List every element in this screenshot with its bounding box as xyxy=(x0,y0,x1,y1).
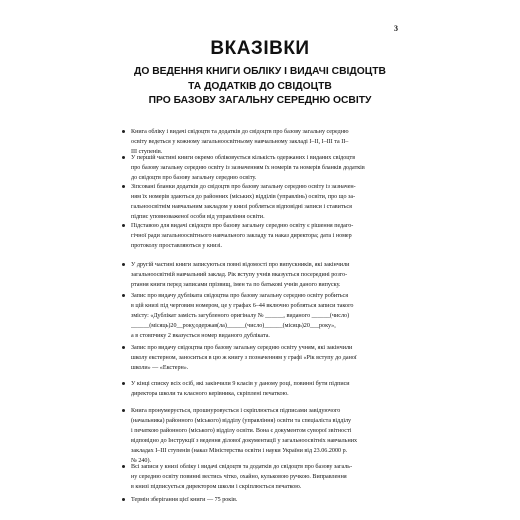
bullet-icon xyxy=(122,382,125,385)
instruction-line: загальноосвітній навчальний заклад. Рік вступу учнів вказується посередині розго- xyxy=(131,271,348,278)
document-subtitle xyxy=(0,65,520,109)
subtitle-line: ПРО БАЗОВУ ЗАГАЛЬНУ СЕРЕДНЮ ОСВІТУ xyxy=(148,95,372,106)
instruction-line: ІІІ ступенів. xyxy=(131,148,163,155)
instruction-line: Запис про видачу свідоцтва про базову загальну середню освіту учням, які закінчили xyxy=(131,345,353,351)
instruction-text xyxy=(131,154,413,184)
instruction-text xyxy=(131,344,413,374)
instruction-line: У кінці списку всіх осіб, які закінчили 9 класів у даному році, повинні бути підписи xyxy=(131,381,350,387)
subtitle-line: ТА ДОДАТКІВ ДО СВІДОЦТВ xyxy=(188,80,332,92)
instruction-line: гальноосвітнім навчальним закладом у книзі робляться відповідні записи і ставиться xyxy=(131,203,352,210)
bullet-icon xyxy=(122,498,125,501)
instruction-line: Термін зберігання цієї книги — 75 років. xyxy=(131,497,238,503)
bullet-icon xyxy=(122,130,125,133)
instruction-line: У другій частині книги записуються повні відомості про випускників, які закінчили xyxy=(131,262,350,268)
instruction-line: протоколу проставляються у книзі. xyxy=(131,242,223,249)
instruction-text xyxy=(131,292,413,342)
bullet-icon xyxy=(122,409,125,412)
instruction-line: закладах І–ІІІ ступенів (наказ Міністерства освіти і науки України від 23.06.2000 р. xyxy=(131,447,348,454)
instruction-line: ______(місяць)20__року,одержав(ла)______(число)______(місяць)20___року», xyxy=(131,322,336,329)
instruction-line: в цій книзі під черговим номером, це у графах 6–44 включно робляться записи такого xyxy=(131,302,354,309)
instruction-line: ну середню освіту повинні вестись чітко, охайно, кульковою ручкою. Виправлення xyxy=(131,473,347,480)
instruction-line: підпис уповноваженої особи від управління освіти. xyxy=(131,213,265,220)
bullet-icon xyxy=(122,294,125,297)
instruction-line: до свідоцтв про базову загальну середню освіту. xyxy=(131,174,257,181)
instruction-line: гічної ради загальноосвітнього навчального закладу та наказ директора; дата і номер xyxy=(131,232,352,239)
instruction-line: У першій частині книги окремо обліковується кількість одержаних і виданих свідоцтв xyxy=(131,155,356,161)
bullet-icon xyxy=(122,465,125,468)
instruction-line: а в стовпчику 2 вказується номер виданого дубліката. xyxy=(131,332,270,339)
bullet-icon xyxy=(122,346,125,349)
instruction-line: Запис про видачу дублікатa свідоцтва про базову загальну середню освіту робиться xyxy=(131,293,349,299)
instruction-text xyxy=(131,407,413,466)
instruction-text xyxy=(131,183,413,223)
bullet-icon xyxy=(122,185,125,188)
page-number: 3 xyxy=(394,24,398,33)
instruction-line: ням їх номерів здаються до районних (міських) відділів (управлінь) освіти, про що за- xyxy=(131,193,356,200)
instruction-line: змісту: «Дублікат замість загубленого оригіналу № ______, виданого ______(число) xyxy=(131,312,350,319)
instruction-line: відповідно до Інструкції з ведення ділової документації у загальноосвітніх навчальних xyxy=(131,437,358,444)
instruction-line: в книзі підписується директором школи і скріплюється печаткою. xyxy=(131,483,302,490)
instruction-line: школи» — «Екстерн». xyxy=(131,364,189,371)
bullet-icon xyxy=(122,224,125,227)
bullet-icon xyxy=(122,156,125,159)
instruction-line: Зіпсовані бланки додатків до свідоцтв про базову загальну середню освіту із зазначен- xyxy=(131,184,356,190)
instruction-line: і печаткою районного (міського) відділу освіти. Вона є документом суворої звітності xyxy=(131,427,352,434)
instruction-line: Підставою для видачі свідоцтв про базову загальну середню освіту є рішення педаго- xyxy=(131,223,354,229)
instruction-line: школу екстерном, заноситься в цю ж книгу з позначенням у графі «Рік вступу до даної xyxy=(131,354,357,361)
instruction-text xyxy=(131,380,413,400)
instruction-line: (начальника) районного (міського) відділу (управління) освіти та спеціаліста відділу xyxy=(131,417,352,424)
subtitle-line: ДО ВЕДЕННЯ КНИГИ ОБЛІКУ І ВИДАЧІ СВІДОЦТВ xyxy=(134,66,386,77)
instruction-line: ртання книги перед записами прізвищ, імен та по батькові учнів даного випуску. xyxy=(131,281,341,288)
document-title: ВКАЗІВКИ xyxy=(210,38,310,59)
instruction-line: Книга пронумерується, прошнуровується і скріплюється підписами завідуючого xyxy=(131,408,341,414)
instruction-line: Книга обліку і видачі свідоцтв та додатків до свідоцтв про базову загальну середню xyxy=(131,129,349,135)
instruction-text xyxy=(131,261,413,291)
instruction-line: Всі записи у книзі обліку і видачі свідоцтв та додатків до свідоцтв про базову загаль- xyxy=(131,464,353,470)
instruction-text xyxy=(131,463,413,493)
bullet-icon xyxy=(122,263,125,266)
instruction-line: освіту ведеться у кожному загальноосвітньому навчальному закладі І–ІІ, І–ІІІ та ІІ– xyxy=(131,138,349,145)
instruction-text xyxy=(131,496,413,506)
instruction-line: № 240). xyxy=(131,457,152,464)
instruction-text xyxy=(131,222,413,252)
instruction-line: про базову загальну середню освіту із зазначенням їх номерів та номерів бланків додатків xyxy=(131,164,365,171)
instruction-line: директора школи та класного керівника, скріплені печаткою. xyxy=(131,390,289,397)
